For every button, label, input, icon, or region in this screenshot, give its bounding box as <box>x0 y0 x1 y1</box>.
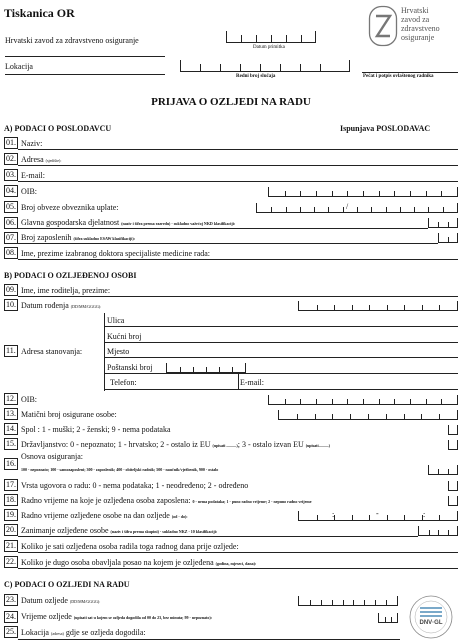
box-separator <box>285 191 286 197</box>
box-separator <box>332 191 333 197</box>
djelatnost-boxes[interactable] <box>428 218 458 228</box>
koliko-dugo-text: Koliko je dugo osoba obavljala posao na kojem je ozljeđena <box>21 558 214 567</box>
row-label-broj-obveze: Broj obveze obveznika uplate: <box>21 203 119 212</box>
box-separator <box>421 414 422 420</box>
box-separator <box>386 600 387 606</box>
box-separator <box>438 530 439 536</box>
box-separator <box>369 515 370 521</box>
box-separator <box>321 600 322 606</box>
drzavljanstvo-text2: ; 3 - ostalo izvan EU <box>237 440 304 449</box>
row-line-21[interactable] <box>18 552 458 553</box>
section-c-title: C) PODACI O OZLJEDI NA RADU <box>4 580 130 589</box>
section-a-filled-by: Ispunjava POSLODAVAC <box>340 124 431 133</box>
date-received-sep <box>241 35 242 43</box>
datum-ozljede-note: (DD/MM/GGGG): <box>69 599 101 604</box>
box-separator <box>369 305 370 311</box>
section-b-title: B) PODACI O OZLJEĐENOJ OSOBI <box>4 271 137 280</box>
box-separator <box>316 399 317 405</box>
logo-line-1: Hrvatski <box>401 6 429 15</box>
box-separator <box>428 207 429 213</box>
row-note-osnova: 100 - nepoznato; 100 - samozaposleni; 300 - zaposlenik; 400 - obiteljski radnik; 500 - naučnik/vježbenik, 900 - ostalo <box>21 467 219 472</box>
datum-ozljede-boxes[interactable] <box>298 596 398 606</box>
box-separator <box>297 414 298 420</box>
address-mjesto-line[interactable] <box>104 357 458 358</box>
box-separator <box>387 515 388 521</box>
box-separator <box>438 469 439 475</box>
row-label-broj-zaposlenih <box>21 233 135 242</box>
box-separator <box>429 530 430 536</box>
row-label-ime: Ime, ime roditelja, prezime: <box>21 286 111 295</box>
box-separator <box>368 414 369 420</box>
case-number-sep <box>300 64 301 72</box>
date-received-sep <box>256 35 257 43</box>
box-separator <box>310 600 311 606</box>
broj-obveze-boxes[interactable] <box>256 203 458 213</box>
box-separator <box>352 515 353 521</box>
vrijeme-ozljede-note: (upisati sat u kojem se ozljeda dogodila od 00 do 23, bez minuta; 99 - nepoznato): <box>73 615 213 620</box>
row-label-adresa-stanovanja: Adresa stanovanja: <box>21 347 83 356</box>
box-separator <box>441 191 442 197</box>
box-separator <box>332 600 333 606</box>
row-number-04: 04. <box>6 186 16 195</box>
broj-zaposlenih-note: (šifra sukladno ESAW klasifikaciji): <box>73 236 136 241</box>
datum-ozljede-text: Datum ozljede <box>21 596 68 605</box>
location-line <box>5 74 165 75</box>
row-label-drzavljanstvo <box>21 440 330 449</box>
radno-vrijeme-box[interactable] <box>448 496 458 506</box>
box-separator <box>343 207 344 213</box>
logo-line-2: zavod za <box>401 15 430 24</box>
address-ulica-label: Ulica <box>107 316 125 325</box>
main-title: PRIJAVA O OZLJEDI NA RADU <box>151 96 311 108</box>
row-number-08: 08. <box>6 248 16 257</box>
radno-vrijeme-dan-note: (od - do): <box>171 514 188 519</box>
row-label-koliko-dugo <box>21 558 256 567</box>
box-separator <box>441 399 442 405</box>
row-label-vrsta-ugovora: Vrsta ugovora o radu: 0 - nema podataka; 1 - neodređeno; 2 - određeno <box>21 481 249 490</box>
dnv-certification-icon <box>408 594 454 640</box>
row-number-20: 20. <box>6 525 16 534</box>
institution-name: Hrvatski zavod za zdravstveno osiguranje <box>5 36 139 45</box>
row-label-datum-ozljede <box>21 596 100 605</box>
row-label-doktor: Ime, prezime izabranog doktora specijaliste medicine rada: <box>21 249 211 258</box>
location-label: Lokacija <box>5 62 33 71</box>
row-label-spol: Spol : 1 - muški; 2 - ženski; 9 - nema podataka <box>21 425 171 434</box>
row-label-oib-b: OIB: <box>21 395 37 404</box>
row-number-18: 18. <box>6 495 16 504</box>
address-postanski-line <box>104 373 458 374</box>
box-separator <box>387 305 388 311</box>
box-separator <box>410 399 411 405</box>
date-received-sep <box>301 35 302 43</box>
oib-boxes[interactable] <box>268 187 458 197</box>
broj-obveze-slash: / <box>346 202 349 211</box>
row-label-radno-vrijeme-dan <box>21 511 188 520</box>
row-label-sati: Koliko je sati ozljeđena osoba radila toga radnog dana prije ozljede: <box>21 542 239 551</box>
box-separator <box>439 515 440 521</box>
address-mjesto-label: Mjesto <box>107 347 130 356</box>
case-number-sep <box>260 64 261 72</box>
address-kucni-broj-label: Kućni broj <box>107 332 142 341</box>
box-separator <box>439 305 440 311</box>
radno-vrijeme-text: Radno vrijeme na koje je ozljeđena osoba zaposlena: <box>21 496 191 505</box>
box-separator <box>317 515 318 521</box>
address-block-left <box>104 313 105 391</box>
box-separator <box>410 191 411 197</box>
case-number-sep <box>320 64 321 72</box>
row-line-02[interactable] <box>18 165 458 166</box>
institution-line <box>5 56 165 57</box>
spol-box[interactable] <box>448 425 458 435</box>
case-number-sep <box>200 64 201 72</box>
osnova-boxes[interactable] <box>428 465 458 475</box>
box-separator <box>375 600 376 606</box>
box-separator <box>448 222 449 228</box>
row-line-06[interactable] <box>18 228 428 229</box>
box-separator <box>394 399 395 405</box>
lokacija-text2: gdje se ozljeda dogodila: <box>65 628 146 637</box>
box-separator <box>394 191 395 197</box>
address-phone-divider <box>238 374 239 390</box>
address-email-label: E-mail: <box>240 378 264 387</box>
box-separator <box>285 399 286 405</box>
row-label-osnova: Osnova osiguranja: <box>21 452 83 461</box>
box-separator <box>386 414 387 420</box>
lokacija-note: (adresa) <box>50 631 64 636</box>
box-separator <box>386 207 387 213</box>
box-separator <box>426 399 427 405</box>
adresa-note: (sjedište): <box>45 158 62 163</box>
row-line-22[interactable] <box>18 568 458 569</box>
row-label-vrijeme-ozljede <box>21 612 212 621</box>
row-label-datum-rodjenja <box>21 301 101 310</box>
case-number-sep <box>240 64 241 72</box>
row-number-05: 05. <box>6 202 16 211</box>
row-number-21: 21. <box>6 541 16 550</box>
date-received-label: Datum primitka <box>253 45 285 50</box>
row-number-12: 12. <box>6 394 16 403</box>
radno-vrijeme-note: 0 - nema podataka; 1 - puno radno vrijeme; 2 - nepuno radno vrijeme <box>192 499 312 504</box>
row-number-13: 13. <box>6 409 16 418</box>
row-label-radno-vrijeme <box>21 496 312 505</box>
hzzo-logo <box>368 5 398 47</box>
box-separator <box>286 207 287 213</box>
box-separator <box>347 191 348 197</box>
box-separator <box>352 305 353 311</box>
box-separator <box>317 305 318 311</box>
row-label-maticni-broj: Matični broj osigurane osobe: <box>21 410 117 419</box>
row-number-15: 15. <box>6 439 16 448</box>
box-separator <box>438 222 439 228</box>
time-colon-1: : <box>332 510 335 519</box>
box-separator <box>404 515 405 521</box>
logo-line-4: osiguranje <box>401 33 435 42</box>
vrijeme-ozljede-boxes[interactable] <box>378 613 398 623</box>
box-separator <box>426 191 427 197</box>
row-number-10: 10. <box>6 300 16 309</box>
box-separator <box>314 207 315 213</box>
adresa-text: Adresa <box>21 155 44 164</box>
box-separator <box>347 399 348 405</box>
row-number-22: 22. <box>6 557 16 566</box>
row-number-25: 25. <box>6 627 16 636</box>
drzavljanstvo-note1: (upisati ..........) <box>212 443 238 448</box>
row-number-01: 01. <box>6 138 16 147</box>
box-separator <box>328 207 329 213</box>
box-separator <box>414 207 415 213</box>
box-separator <box>448 530 449 536</box>
row-number-16: 16. <box>6 459 16 468</box>
row-label-adresa <box>21 155 61 164</box>
box-separator <box>400 207 401 213</box>
datum-rodjenja-note: (DD/MM/GGGG): <box>70 304 102 309</box>
lokacija-text: Lokacija <box>21 628 49 637</box>
certification-badge <box>408 594 454 640</box>
row-number-24: 24. <box>6 612 16 621</box>
vrijeme-ozljede-text: Vrijeme ozljede <box>21 612 72 621</box>
address-phone-line[interactable] <box>104 389 458 390</box>
djelatnost-note: (naziv i šifra prema razredu) - sukladno važećoj NKD klasifikaciji: <box>121 221 236 226</box>
box-separator <box>364 600 365 606</box>
row-label-email: E-mail: <box>21 171 45 180</box>
box-separator <box>300 207 301 213</box>
zanimanje-note: (naziv i šifra prema skupini) - sukladno NKZ - 10 klasifikaciji: <box>110 529 218 534</box>
row-line-09[interactable] <box>18 296 458 297</box>
drzavljanstvo-box[interactable] <box>448 440 458 450</box>
row-label-naziv: Naziv: <box>21 139 43 148</box>
row-label-oib: OIB: <box>21 187 37 196</box>
row-line-03[interactable] <box>18 181 458 182</box>
box-separator <box>363 399 364 405</box>
koliko-dugo-note: (godina, mjeseci, dana): <box>215 561 257 566</box>
stamp-label: Pečat i potpis ovlaštenog radnika <box>363 74 434 79</box>
form-title: Tiskanica OR <box>4 6 75 20</box>
row-number-11: 11. <box>4 345 18 357</box>
logo-text <box>401 6 440 42</box>
row-number-14: 14. <box>6 424 16 433</box>
vrsta-ugovora-box[interactable] <box>448 481 458 491</box>
address-postanski-broj-label: Poštanski broj <box>107 363 153 372</box>
row-label-zanimanje <box>21 526 217 535</box>
box-separator <box>332 414 333 420</box>
radno-vrijeme-dan-text: Radno vrijeme ozljeđene osobe na dan ozljede <box>21 511 170 520</box>
box-separator <box>350 414 351 420</box>
row-number-06: 06. <box>6 218 16 227</box>
row-line-25[interactable] <box>18 639 400 640</box>
box-separator <box>391 617 392 623</box>
box-separator <box>353 600 354 606</box>
broj-zaposlenih-boxes[interactable] <box>438 233 458 243</box>
box-separator <box>271 207 272 213</box>
row-number-17: 17. <box>6 480 16 489</box>
box-separator <box>371 207 372 213</box>
row-line-20[interactable] <box>18 536 418 537</box>
box-separator <box>448 469 449 475</box>
oib-b-boxes[interactable] <box>268 395 458 405</box>
drzavljanstvo-note2: (upisati..........) <box>305 443 330 448</box>
box-separator <box>363 191 364 197</box>
zanimanje-text: Zanimanje ozljeđene osobe <box>21 526 109 535</box>
row-label-lokacija <box>21 628 146 637</box>
box-separator <box>334 305 335 311</box>
case-number-field[interactable] <box>180 60 350 72</box>
row-number-19: 19. <box>6 510 16 519</box>
address-ulica-line[interactable] <box>104 326 458 327</box>
row-number-23: 23. <box>6 595 16 604</box>
box-separator <box>439 414 440 420</box>
date-received-sep <box>271 35 272 43</box>
box-separator <box>379 399 380 405</box>
box-separator <box>379 191 380 197</box>
row-number-03: 03. <box>6 170 16 179</box>
zanimanje-boxes[interactable] <box>418 526 458 536</box>
box-separator <box>404 305 405 311</box>
cert-badge-text: DNV·GL <box>419 620 443 626</box>
case-number-sep <box>280 64 281 72</box>
case-number-sep <box>220 64 221 72</box>
stamp-line <box>362 72 458 73</box>
broj-zaposlenih-text: Broj zaposlenih <box>21 233 72 242</box>
datum-rodjenja-boxes[interactable] <box>298 301 458 311</box>
box-separator <box>343 600 344 606</box>
box-separator <box>448 237 449 243</box>
box-separator <box>316 191 317 197</box>
row-line-08[interactable] <box>18 259 458 260</box>
djelatnost-text: Glavna gospodarska djelatnost <box>21 218 120 227</box>
row-line-01[interactable] <box>18 149 458 150</box>
section-a-title: A) PODACI O POSLODAVCU <box>4 124 112 133</box>
time-dash: - <box>376 509 379 518</box>
row-label-djelatnost <box>21 218 235 227</box>
box-separator <box>357 207 358 213</box>
box-separator <box>300 399 301 405</box>
box-separator <box>385 617 386 623</box>
row-number-09: 09. <box>6 285 16 294</box>
box-separator <box>404 414 405 420</box>
maticni-broj-boxes[interactable] <box>278 410 458 420</box>
logo-line-3: zdravstveno <box>401 24 440 33</box>
time-colon-2: : <box>423 510 426 519</box>
row-line-07[interactable] <box>18 243 438 244</box>
row-number-02: 02. <box>6 154 16 163</box>
box-separator <box>300 191 301 197</box>
drzavljanstvo-text: Državljanstvo: 0 - nepoznato; 1 - hrvatsko; 2 - ostalo iz EU <box>21 440 211 449</box>
address-kucni-broj-line[interactable] <box>104 342 458 343</box>
hzzo-logo-icon <box>368 5 398 47</box>
box-separator <box>332 399 333 405</box>
box-separator <box>422 305 423 311</box>
row-number-07: 07. <box>6 233 16 242</box>
date-received-sep <box>286 35 287 43</box>
box-separator <box>443 207 444 213</box>
address-telefon-label: Telefon: <box>110 378 137 387</box>
postanski-broj-boxes[interactable] <box>166 363 246 373</box>
datum-rodjenja-text: Datum rođenja <box>21 301 69 310</box>
box-separator <box>315 414 316 420</box>
case-number-label: Redni broj slučaja <box>236 74 276 79</box>
